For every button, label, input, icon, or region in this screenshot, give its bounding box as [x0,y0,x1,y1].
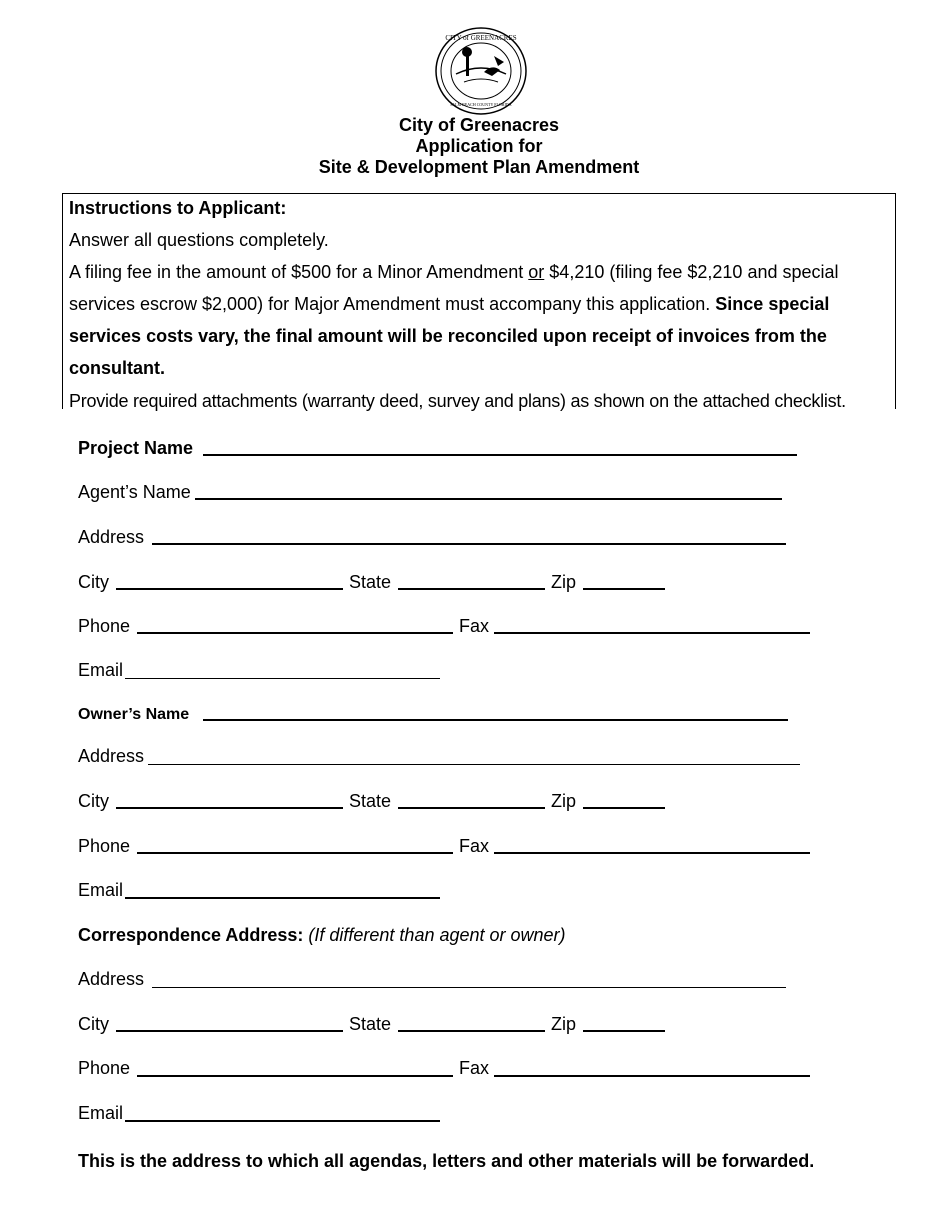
owner-email-label: Email [78,880,124,900]
agent-phone-label: Phone [78,616,131,636]
project-name-field[interactable] [203,454,797,456]
owner-address-field[interactable] [148,764,800,765]
footer-note: This is the address to which all agendas, letters and other materials will be forwarded. [78,1151,815,1171]
correspondence-phone-field[interactable] [137,1075,453,1077]
form-subtitle: Application for [415,136,543,156]
agent-email-field[interactable] [125,678,440,679]
agent-fax-field[interactable] [494,632,810,634]
correspondence-phone-label: Phone [78,1058,131,1078]
owner-state-field[interactable] [398,807,545,809]
agent-name-label: Agent’s Name [78,482,191,502]
agent-name-field[interactable] [195,498,782,500]
correspondence-state-label: State [349,1014,392,1034]
owner-zip-field[interactable] [583,807,665,809]
correspondence-email-label: Email [78,1103,124,1123]
correspondence-address-field[interactable] [152,987,786,988]
correspondence-fax-label: Fax [459,1058,490,1078]
agent-city-label: City [78,572,109,592]
correspondence-heading: Correspondence Address: (If different than agent or owner) [78,925,566,945]
instructions-line-1: Answer all questions completely. [69,230,329,250]
project-name-label: Project Name [78,438,194,458]
owner-address-label: Address [78,746,145,766]
svg-text:CITY of GREENACRES: CITY of GREENACRES [445,34,517,42]
correspondence-city-field[interactable] [116,1030,343,1032]
correspondence-city-label: City [78,1014,109,1034]
instructions-fee-line-3: services costs vary, the final amount will be reconciled upon receipt of invoices from the [69,326,827,346]
owner-fax-field[interactable] [494,852,810,854]
owner-zip-label: Zip [551,791,577,811]
owner-state-label: State [349,791,392,811]
owner-name-label: Owner’s Name [78,706,190,723]
city-seal-logo [434,26,528,116]
owner-fax-label: Fax [459,836,490,856]
correspondence-address-label: Address [78,969,145,989]
instructions-title: Instructions to Applicant: [69,198,287,218]
owner-name-field[interactable] [203,719,788,721]
agent-zip-label: Zip [551,572,577,592]
agent-fax-label: Fax [459,616,490,636]
instructions-fee-line-2: services escrow $2,000) for Major Amendment must accompany this application. Since special [69,294,830,314]
agent-phone-field[interactable] [137,632,453,634]
instructions-attachments: Provide required attachments (warranty deed, survey and plans) as shown on the attached checklist. [69,391,846,411]
owner-phone-field[interactable] [137,852,453,854]
agent-address-label: Address [78,527,145,547]
svg-text:PALM BEACH COUNTY FLORIDA: PALM BEACH COUNTY FLORIDA [450,102,512,107]
agent-zip-field[interactable] [583,588,665,590]
city-name: City of Greenacres [398,115,560,135]
correspondence-fax-field[interactable] [494,1075,810,1077]
correspondence-zip-label: Zip [551,1014,577,1034]
agent-city-field[interactable] [116,588,343,590]
correspondence-zip-field[interactable] [583,1030,665,1032]
owner-phone-label: Phone [78,836,131,856]
agent-address-field[interactable] [152,543,786,545]
owner-email-field[interactable] [125,897,440,899]
instructions-fee-line-1: A filing fee in the amount of $500 for a Minor Amendment or $4,210 (filing fee $2,210 and special [69,262,839,282]
agent-state-field[interactable] [398,588,545,590]
form-title: Site & Development Plan Amendment [318,157,640,177]
owner-city-field[interactable] [116,807,343,809]
correspondence-state-field[interactable] [398,1030,545,1032]
agent-state-label: State [349,572,392,592]
instructions-fee-line-4: consultant. [69,358,166,378]
agent-email-label: Email [78,660,124,680]
owner-city-label: City [78,791,109,811]
correspondence-email-field[interactable] [125,1120,440,1122]
